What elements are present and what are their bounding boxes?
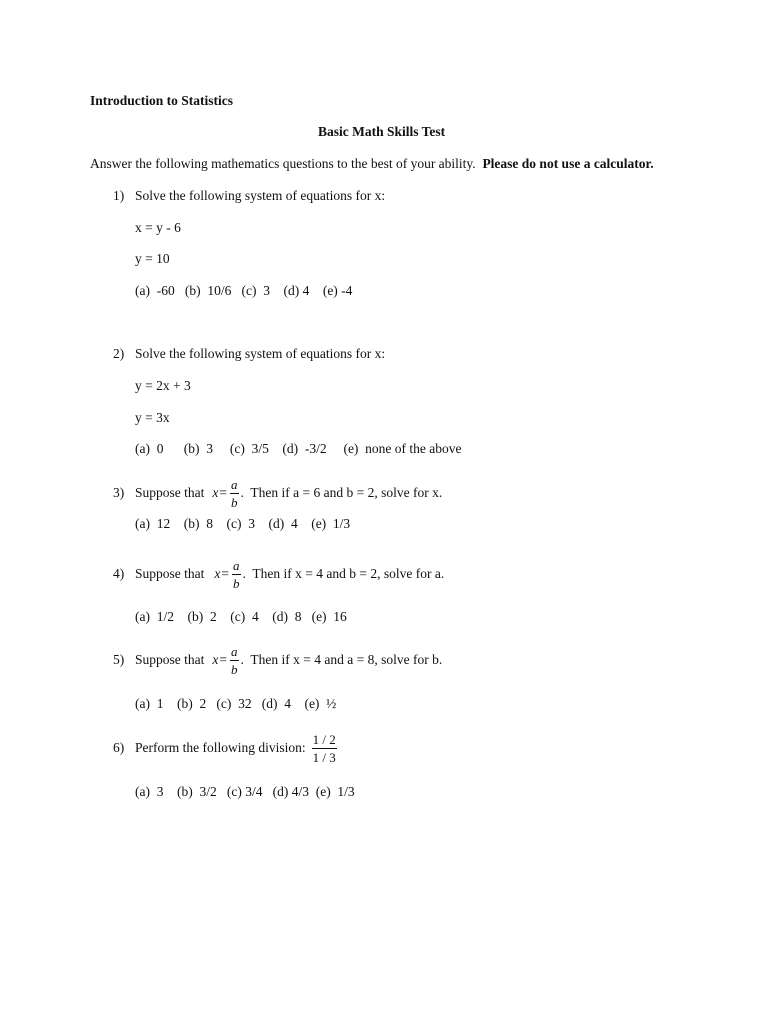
formula-fraction: [230, 645, 239, 676]
question-prompt: [135, 729, 339, 767]
formula-fraction: [230, 478, 239, 509]
question-number: 1): [113, 188, 125, 203]
answer-choices: (a) 12 (b) 8 (c) 3 (d) 4 (e) 1/3: [135, 516, 351, 531]
prompt-after: . Then if x = 4 and a = 8, solve for b.: [240, 652, 443, 667]
formula-variable: x: [214, 566, 221, 581]
question-number: 3): [113, 485, 125, 500]
question-prompt: [135, 555, 444, 593]
equation-2: y = 10: [135, 251, 170, 266]
fraction-denominator: b: [233, 575, 240, 591]
fraction-numerator: 1 / 2: [312, 731, 336, 747]
question-prompt: Solve the following system of equations for x:: [135, 188, 386, 203]
fraction-denominator: 1 / 3: [312, 749, 336, 765]
test-title: Basic Math Skills Test: [318, 124, 446, 139]
question-number: 2): [113, 346, 125, 361]
instructions-text: Answer the following mathematics questions to the best of your ability.: [90, 156, 476, 171]
formula-variable: x: [212, 485, 219, 500]
question-number: 4): [113, 566, 125, 581]
equation-1: y = 2x + 3: [135, 378, 191, 393]
question-number: 5): [113, 652, 125, 667]
question-prompt: Solve the following system of equations for x:: [135, 346, 386, 361]
fraction-denominator: b: [231, 661, 238, 677]
fraction-bar: [230, 493, 239, 494]
answer-choices: (a) 1/2 (b) 2 (c) 4 (d) 8 (e) 16: [135, 609, 347, 624]
equation-1: x = y - 6: [135, 220, 181, 235]
prompt-after: . Then if a = 6 and b = 2, solve for x.: [240, 485, 443, 500]
prompt-before: Suppose that: [135, 485, 205, 500]
equation-2: y = 3x: [135, 410, 170, 425]
fraction-bar: [230, 660, 239, 661]
division-fraction: [312, 733, 337, 764]
fraction-numerator: a: [231, 643, 238, 659]
formula-equals: =: [221, 566, 229, 581]
fraction-bar: [232, 574, 241, 575]
question-prompt: [135, 641, 442, 679]
course-title: Introduction to Statistics: [90, 93, 234, 108]
prompt-before: Suppose that: [135, 566, 205, 581]
answer-choices: (a) -60 (b) 10/6 (c) 3 (d) 4 (e) -4: [135, 283, 353, 298]
fraction-denominator: b: [231, 494, 238, 510]
instructions-emphasis: Please do not use a calculator.: [482, 156, 654, 171]
answer-choices: (a) 0 (b) 3 (c) 3/5 (d) -3/2 (e) none of the above: [135, 441, 462, 456]
fraction-numerator: a: [231, 476, 238, 492]
question-number: 6): [113, 740, 125, 755]
formula-equals: =: [219, 652, 227, 667]
fraction-numerator: a: [233, 557, 240, 573]
formula-variable: x: [212, 652, 219, 667]
formula-equals: =: [219, 485, 227, 500]
question-prompt: [135, 474, 442, 512]
prompt-after: . Then if x = 4 and b = 2, solve for a.: [242, 566, 445, 581]
answer-choices: (a) 1 (b) 2 (c) 32 (d) 4 (e) ½: [135, 696, 337, 711]
fraction-bar: [312, 748, 337, 749]
prompt-before: Suppose that: [135, 652, 205, 667]
prompt-text: Perform the following division:: [135, 740, 306, 755]
formula-fraction: [232, 559, 241, 590]
instructions: [90, 156, 654, 172]
answer-choices: (a) 3 (b) 3/2 (c) 3/4 (d) 4/3 (e) 1/3: [135, 784, 355, 799]
